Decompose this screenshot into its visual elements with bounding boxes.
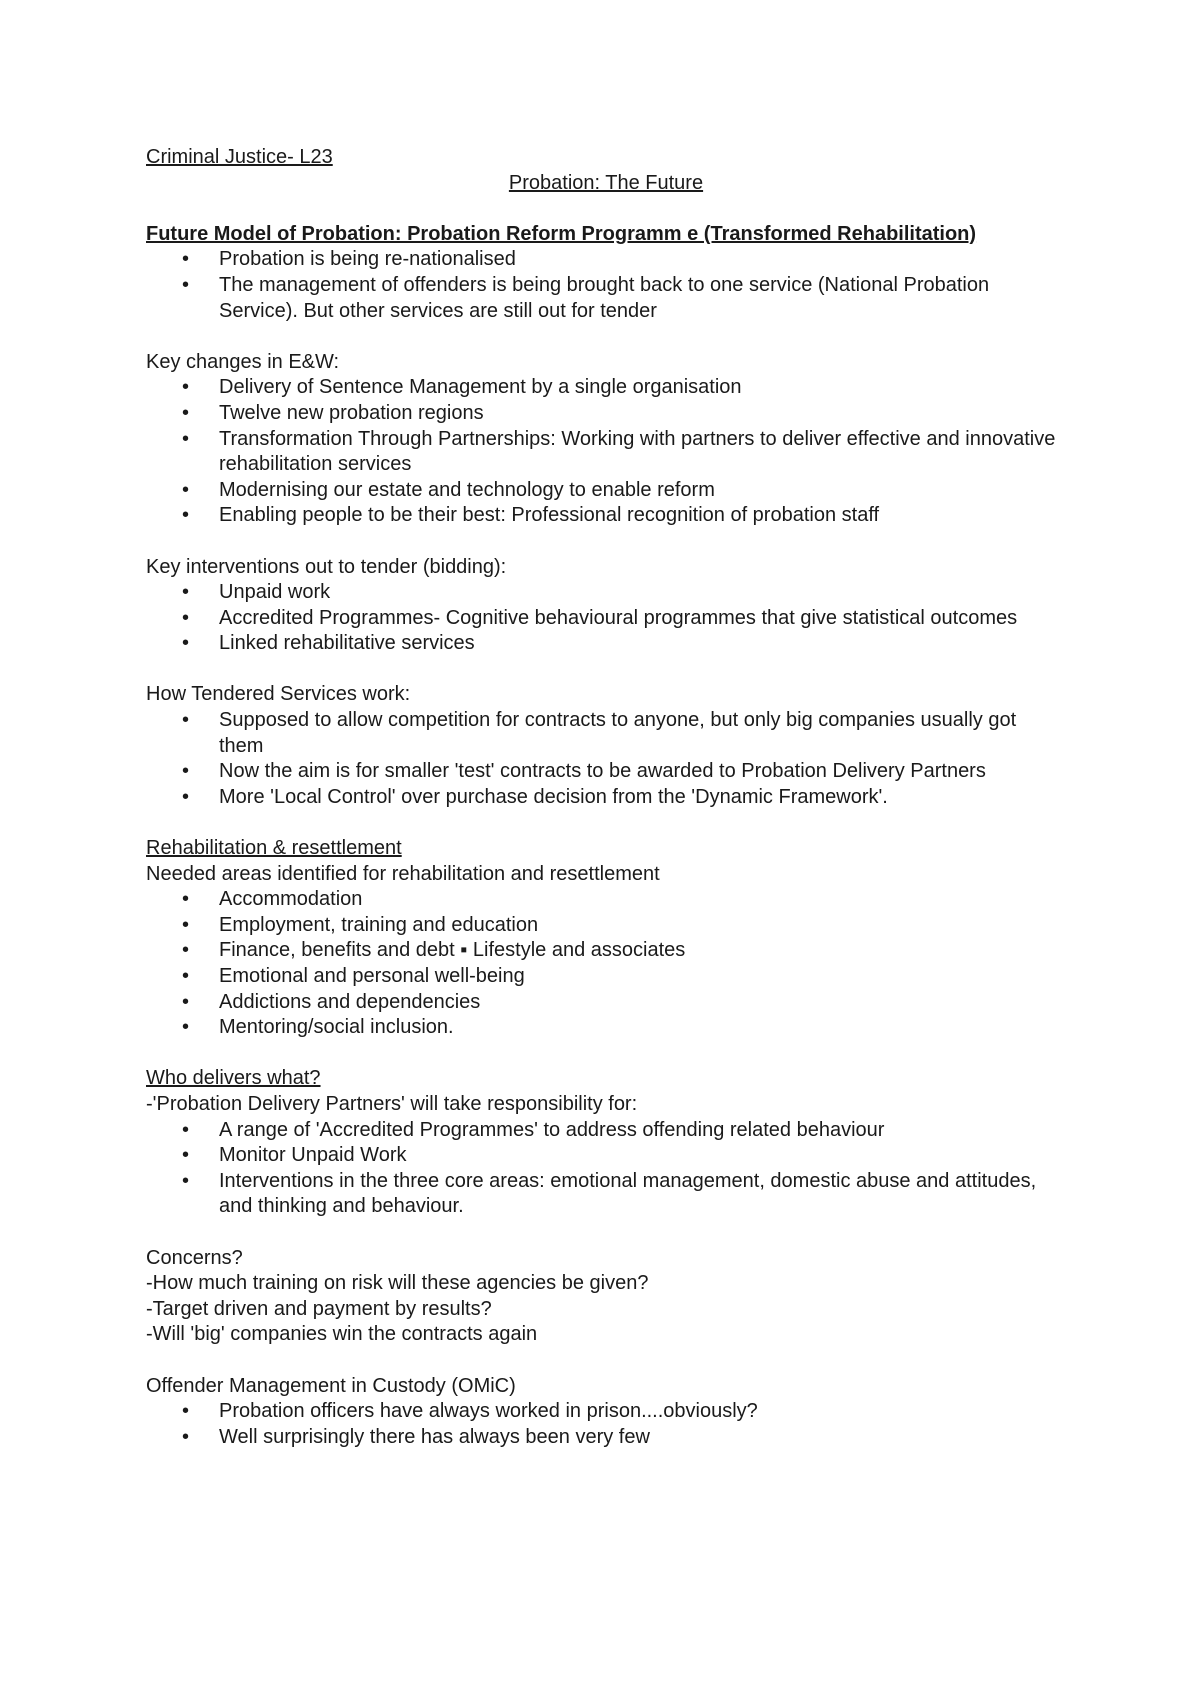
spacer <box>146 1220 1066 1246</box>
list-item: • A range of 'Accredited Programmes' to address offending related behaviour <box>146 1118 1066 1144</box>
bullet-list <box>146 247 1066 324</box>
list-item: • Interventions in the three core areas: emotional management, domestic abuse and attitudes, and thinking and behaviour. <box>146 1169 1066 1220</box>
list-item: • Linked rehabilitative services <box>146 631 1066 657</box>
section-intro: Offender Management in Custody (OMiC) <box>146 1374 516 1397</box>
spacer <box>146 657 1066 683</box>
list-item: • Well surprisingly there has always been very few <box>146 1425 1066 1451</box>
section-intro: Concerns? <box>146 1246 243 1269</box>
spacer <box>146 1348 1066 1374</box>
list-item: • The management of offenders is being brought back to one service (National Probation Service). But other services are still out for tender <box>146 273 1066 324</box>
list-item: • Modernising our estate and technology to enable reform <box>146 478 1066 504</box>
list-item: • Transformation Through Partnerships: Working with partners to deliver effective and innovative rehabilitation services <box>146 427 1066 478</box>
section-heading: Future Model of Probation: Probation Reform Programm e (Transformed Rehabilitation) <box>146 222 977 245</box>
bullet-list <box>146 887 1066 1041</box>
section-intro: -'Probation Delivery Partners' will take responsibility for: <box>146 1092 638 1115</box>
spacer <box>146 196 1066 222</box>
bullet-list <box>146 1399 1066 1450</box>
list-item: • Probation is being re-nationalised <box>146 247 1066 273</box>
spacer <box>146 1041 1066 1067</box>
section-subheading: Who delivers what? <box>146 1067 321 1090</box>
concern-line: -Will 'big' companies win the contracts again <box>146 1323 538 1346</box>
spacer <box>146 529 1066 555</box>
list-item: • Unpaid work <box>146 580 1066 606</box>
concern-line: -Target driven and payment by results? <box>146 1297 492 1320</box>
concern-line: -How much training on risk will these agencies be given? <box>146 1272 649 1295</box>
bullet-list <box>146 375 1066 529</box>
bullet-list <box>146 708 1066 810</box>
list-item: • Mentoring/social inclusion. <box>146 1015 1066 1041</box>
list-item: • Emotional and personal well-being <box>146 964 1066 990</box>
list-item: • Monitor Unpaid Work <box>146 1143 1066 1169</box>
section-intro: Needed areas identified for rehabilitation and resettlement <box>146 862 660 885</box>
list-item: • Employment, training and education <box>146 913 1066 939</box>
list-item: • Now the aim is for smaller 'test' contracts to be awarded to Probation Delivery Partners <box>146 759 1066 785</box>
spacer <box>146 324 1066 350</box>
document-page <box>146 145 1066 1450</box>
list-item: • Finance, benefits and debt ▪ Lifestyle and associates <box>146 938 1066 964</box>
lecture-title: Probation: The Future <box>508 171 704 194</box>
list-item: • Accredited Programmes- Cognitive behavioural programmes that give statistical outcomes <box>146 606 1066 632</box>
course-title: Criminal Justice- L23 <box>146 146 333 168</box>
list-item: • Accommodation <box>146 887 1066 913</box>
bullet-list <box>146 580 1066 657</box>
spacer <box>146 810 1066 836</box>
list-item: • More 'Local Control' over purchase decision from the 'Dynamic Framework'. <box>146 785 1066 811</box>
section-intro: How Tendered Services work: <box>146 683 411 706</box>
bullet-list <box>146 1118 1066 1220</box>
list-item: • Delivery of Sentence Management by a single organisation <box>146 375 1066 401</box>
list-item: • Enabling people to be their best: Professional recognition of probation staff <box>146 503 1066 529</box>
section-intro: Key interventions out to tender (bidding): <box>146 555 507 578</box>
list-item: • Addictions and dependencies <box>146 990 1066 1016</box>
section-intro: Key changes in E&W: <box>146 350 340 373</box>
section-subheading: Rehabilitation & resettlement <box>146 837 402 860</box>
list-item: • Twelve new probation regions <box>146 401 1066 427</box>
list-item: • Probation officers have always worked in prison....obviously? <box>146 1399 1066 1425</box>
list-item: • Supposed to allow competition for contracts to anyone, but only big companies usually got them <box>146 708 1066 759</box>
